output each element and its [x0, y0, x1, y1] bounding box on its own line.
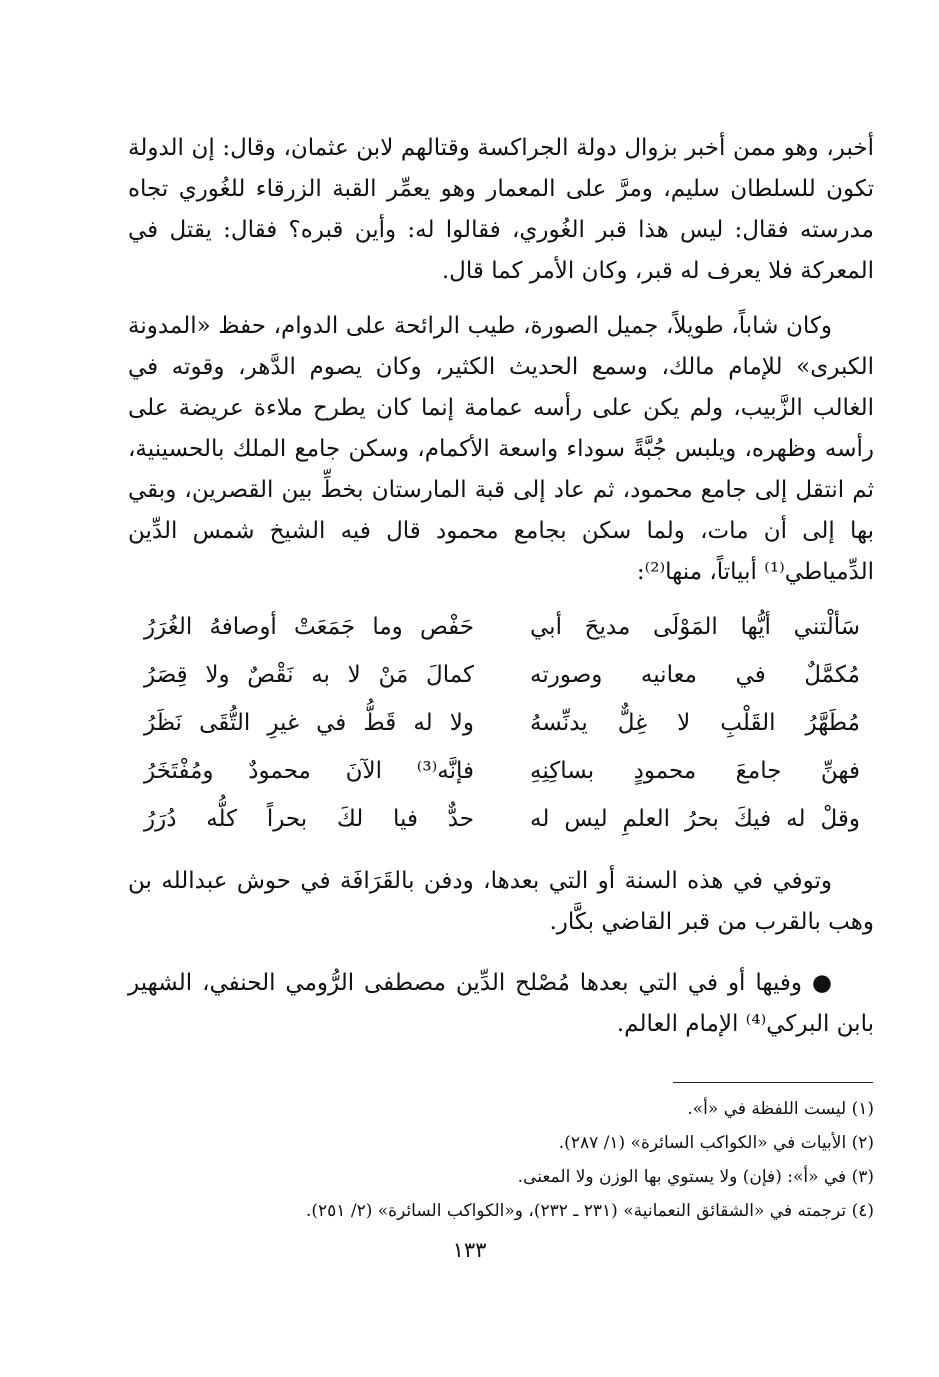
footnote: (٢) الأبيات في «الكواكب السائرة» (١/ ٢٨٧).: [558, 1133, 874, 1153]
poem-verse: [128, 703, 874, 751]
verse-second-hemistich: كمالَ مَنْ لا به نَقْصٌ ولا قِصَرُ: [144, 662, 474, 688]
verse-second-hemistich: ولا له قَطُّ في غيرِ التُّقَى نَظَرُ: [144, 710, 474, 736]
footnote: (٣) في «أ»: (فإن) ولا يستوي بها الوزن ولا المعنى.: [517, 1167, 874, 1187]
page-number: ١٣٣: [452, 1238, 487, 1262]
poem-verse: [128, 751, 874, 799]
paragraph-1: أخبر، وهو ممن أخبر بزوال دولة الجراكسة وقتالهم لابن عثمان، وقال: إن الدولة تكون للسلطان سليم، ومرَّ على المعمار وهو يعمِّر القبة الزرقاء للغُوري تجاه مدرسته فقال: ليس هذا قبر الغُوري، فقالوا له: وأين قبره؟ فقال: يقتل في المعركة فلا يعرف له قبر، وكان الأمر كما قال.: [128, 135, 874, 284]
poem: [128, 607, 874, 847]
verse-first-hemistich: سَألْتني أيُّها المَوْلَى مديحَ أبي: [530, 614, 860, 640]
footnotes: [128, 1092, 874, 1228]
poem-verse: [128, 655, 874, 703]
verse-second-hemistich: حَفْص وما جَمَعَتْ أوصافهُ الغُرَرُ: [144, 614, 474, 640]
verse-first-hemistich: مُطَهَّرُ القَلْبِ لا غِلٌّ يدنِّسهُ: [530, 710, 860, 736]
main-text: [128, 128, 874, 1059]
paragraph-3: وتوفي في هذه السنة أو التي بعدها، ودفن بالقَرَافَة في حوش عبدالله بن وهب بالقرب من قبر القاضي بكَّار.: [128, 868, 874, 935]
verse-first-hemistich: مُكمَّلٌ في معانيه وصورته: [530, 662, 860, 688]
paragraph-2: وكان شاباً، طويلاً، جميل الصورة، طيب الرائحة على الدوام، حفظ «المدونة الكبرى» للإمام مالك، وسمع الحديث الكثير، وكان يصوم الدَّهر، وقوته في الغالب الزَّبيب، ولم يكن على رأسه عمامة إنما كان يطرح ملاءة عريضة على رأسه وظهره، ويلبس جُبَّةً سوداء واسعة الأكمام، وسكن جامع الملك بالحسينية، ثم انتقل إلى جامع محمود، ثم عاد إلى قبة المارستان بخطِّ بين القصرين، وبقي بها إلى أن مات، ولما سكن بجامع محمود قال فيه الشيخ شمس الدِّين الدِّمياطي⁽¹⁾ أبياتاً، منها⁽²⁾:: [128, 313, 874, 585]
poem-verse: [128, 799, 874, 847]
verse-first-hemistich: فهنِّ جامعَ محمودٍ بساكِنِهِ: [530, 758, 860, 784]
verse-second-hemistich: حدٌّ فيا لكَ بحراً كلُّه دُرَرُ: [144, 806, 474, 832]
paragraph-4: ● وفيها أو في التي بعدها مُصْلح الدِّين مصطفى الرُّومي الحنفي، الشهير بابن البركي⁽⁴⁾ الإمام العالم.: [128, 970, 874, 1037]
verse-second-hemistich: فإنَّه⁽³⁾ الآنَ محمودٌ ومُفْتَخَرُ: [144, 758, 474, 784]
footnote: (١) ليست اللفظة في «أ».: [687, 1099, 874, 1119]
verse-first-hemistich: وقلْ له فيكَ بحرُ العلمِ ليس له: [530, 806, 860, 832]
footnote: (٤) ترجمته في «الشقائق النعمانية» (٢٣١ ـ ٢٣٢)، و«الكواكب السائرة» (٢/ ٢٥١).: [305, 1201, 874, 1221]
footnote-divider: [673, 1082, 873, 1083]
poem-verse: [128, 607, 874, 655]
